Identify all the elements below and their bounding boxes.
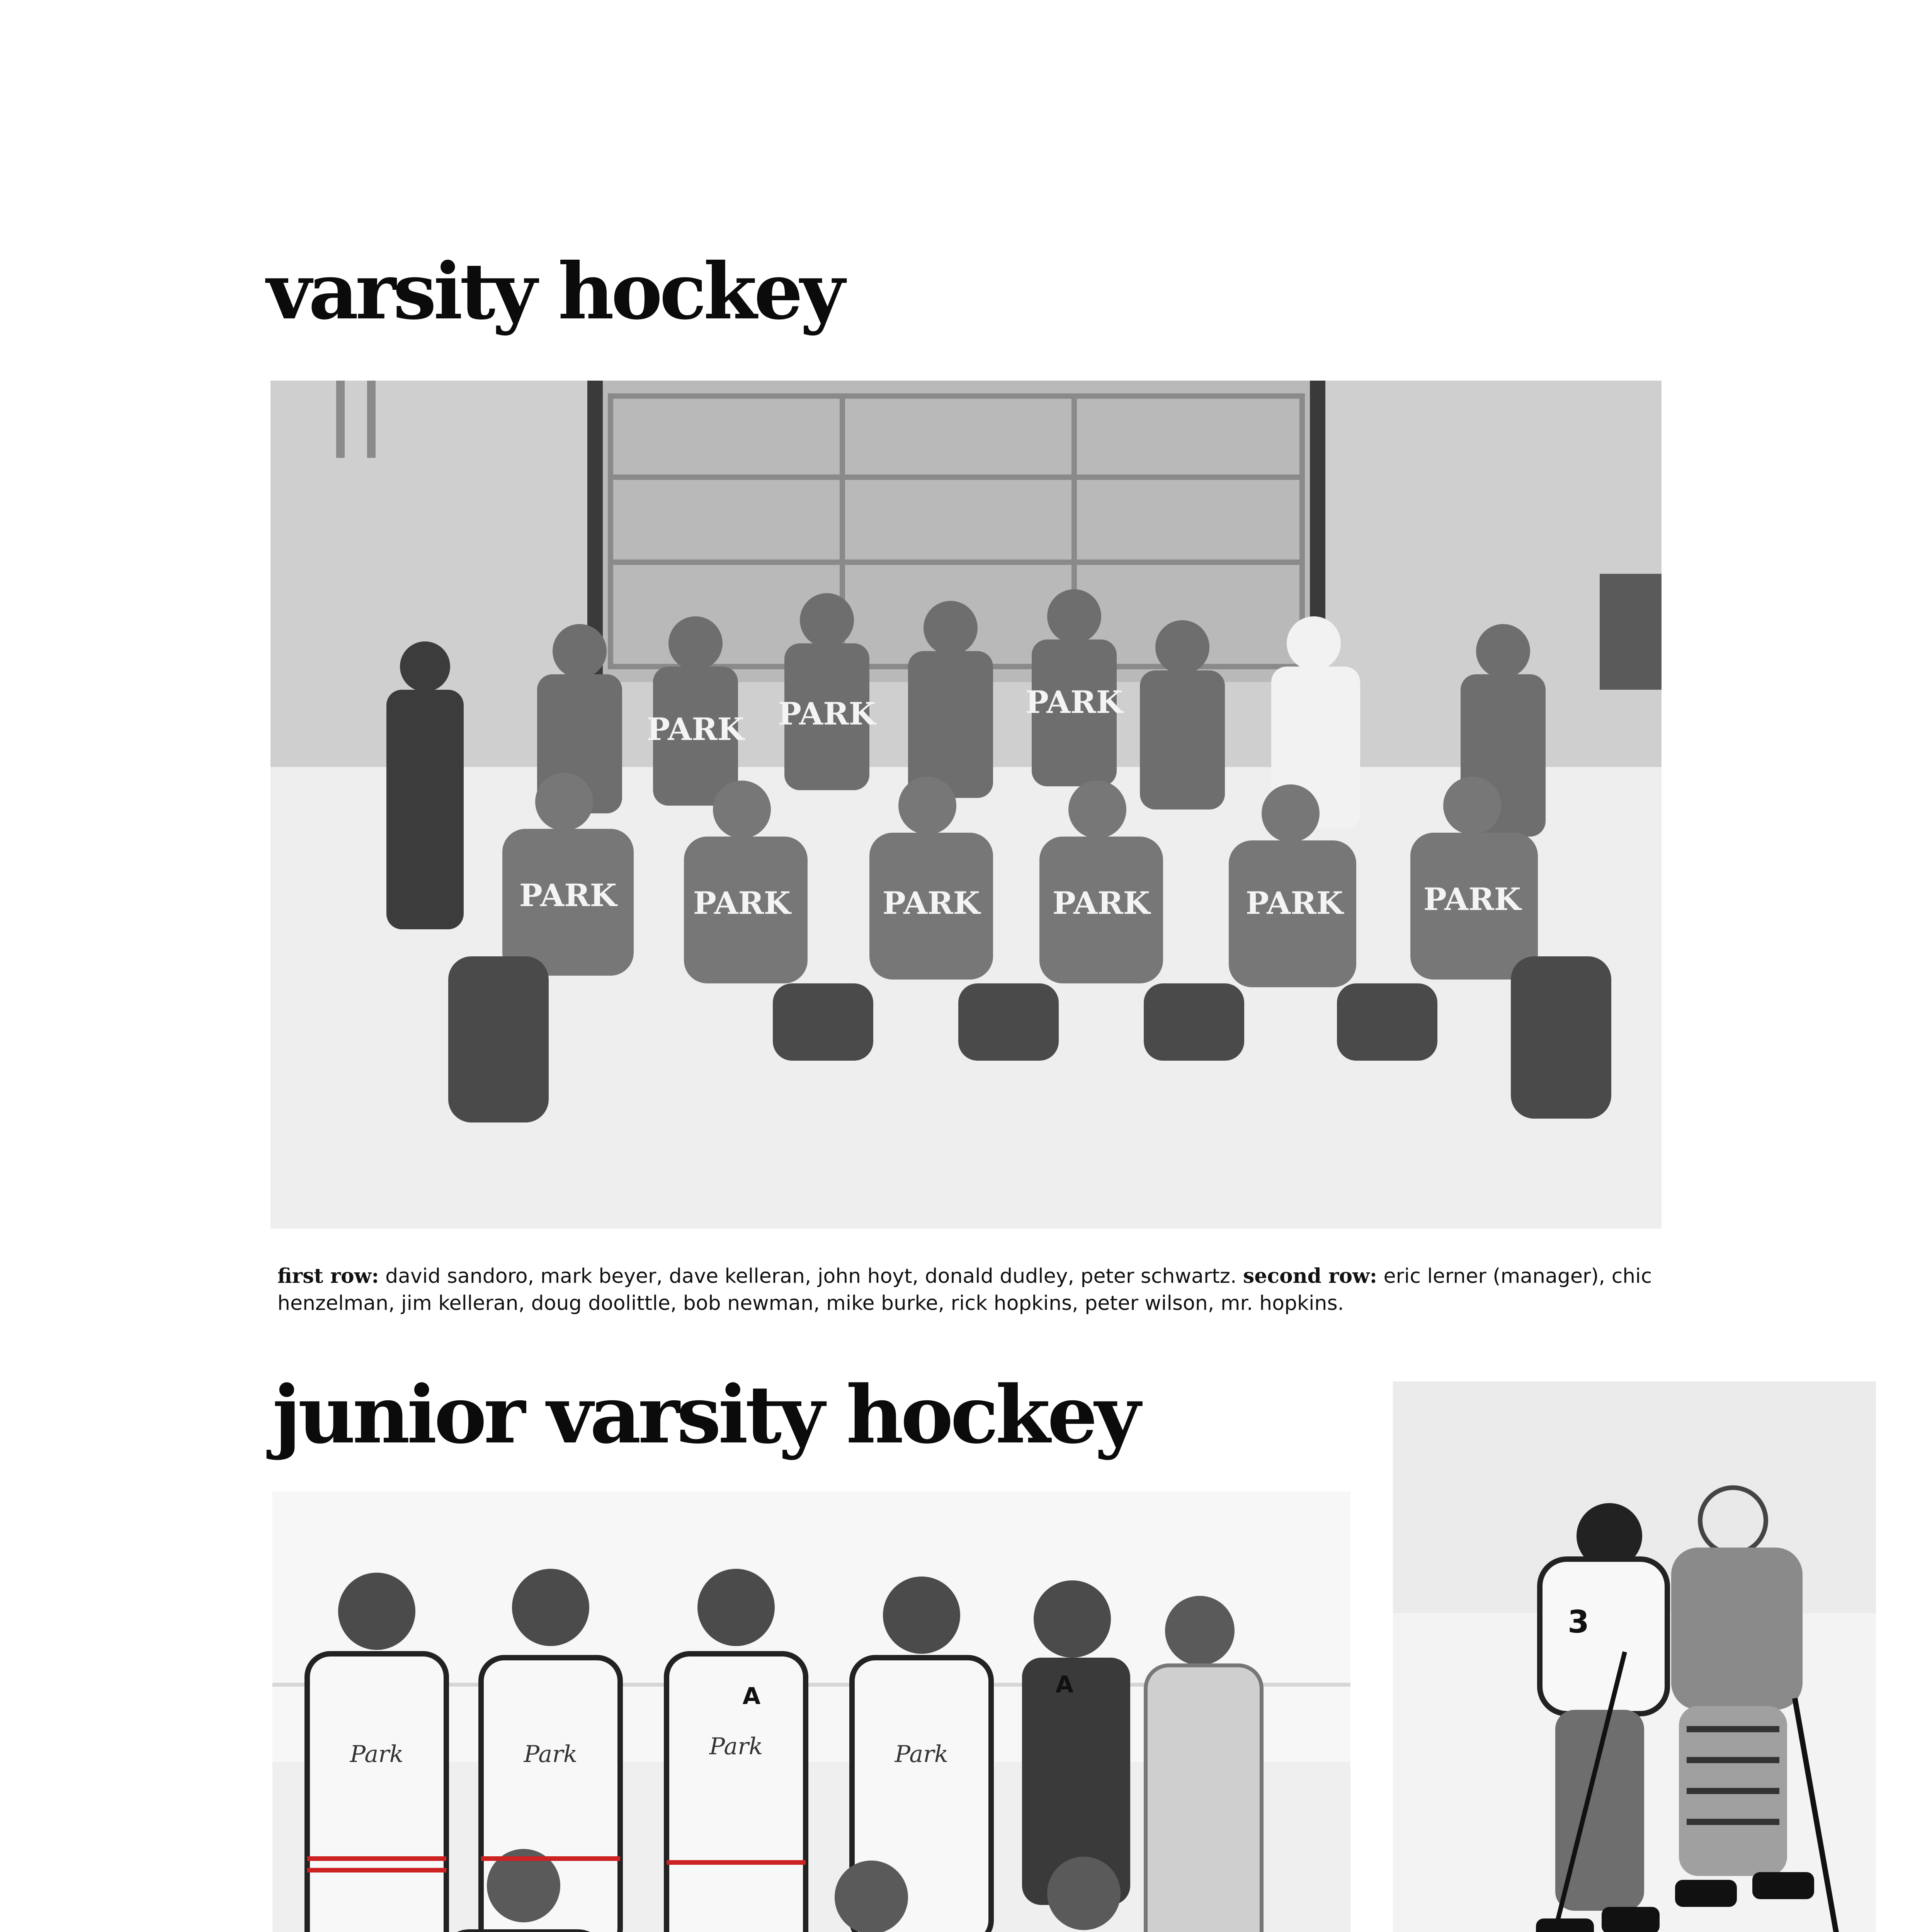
varsity-jersey-lettering: PARK xyxy=(1245,885,1344,921)
varsity-first-row-names: david sandoro, mark beyer, dave kelleran, john hoyt, donald dudley, peter schwartz. xyxy=(385,1265,1237,1288)
junior-varsity-team-photo xyxy=(272,1492,1350,1932)
varsity-jersey-lettering: PARK xyxy=(882,885,980,921)
varsity-hockey-heading: varsity hockey xyxy=(267,246,842,337)
jv-captain-mark: A xyxy=(1055,1671,1074,1698)
varsity-team-photo xyxy=(270,381,1662,1229)
varsity-first-row-label: first row: xyxy=(277,1264,379,1288)
varsity-jersey-lettering: PARK xyxy=(519,877,617,913)
varsity-second-row-label: second row: xyxy=(1243,1264,1377,1288)
varsity-caption xyxy=(277,1263,1707,1317)
varsity-jersey-lettering: PARK xyxy=(646,711,745,747)
jv-jersey-lettering: Park xyxy=(895,1741,949,1768)
varsity-jersey-lettering: PARK xyxy=(1423,881,1521,917)
varsity-jersey-lettering: PARK xyxy=(1052,885,1150,921)
jv-jersey-lettering: Park xyxy=(709,1733,763,1760)
action-jersey-number: 3 xyxy=(1568,1604,1589,1640)
varsity-jersey-lettering: PARK xyxy=(1025,684,1123,720)
jv-jersey-lettering: Park xyxy=(350,1741,404,1768)
jv-captain-mark: A xyxy=(742,1683,761,1710)
action-photo-illustration xyxy=(1393,1381,1876,1932)
junior-varsity-hockey-heading: junior varsity hockey xyxy=(272,1369,1138,1461)
varsity-jersey-lettering: PARK xyxy=(778,696,876,732)
jv-jersey-lettering: Park xyxy=(524,1741,578,1768)
jv-photo-illustration xyxy=(272,1492,1350,1932)
hockey-action-photo xyxy=(1393,1381,1876,1932)
varsity-second-row-names: eric lerner (manager), chic henzelman, jim kelleran, doug doolittle, bob newman, mike burke, rick hopkins, peter wilson, mr. hopkins. xyxy=(277,1265,1652,1315)
varsity-photo-illustration xyxy=(270,381,1662,1229)
varsity-jersey-lettering: PARK xyxy=(693,885,791,921)
